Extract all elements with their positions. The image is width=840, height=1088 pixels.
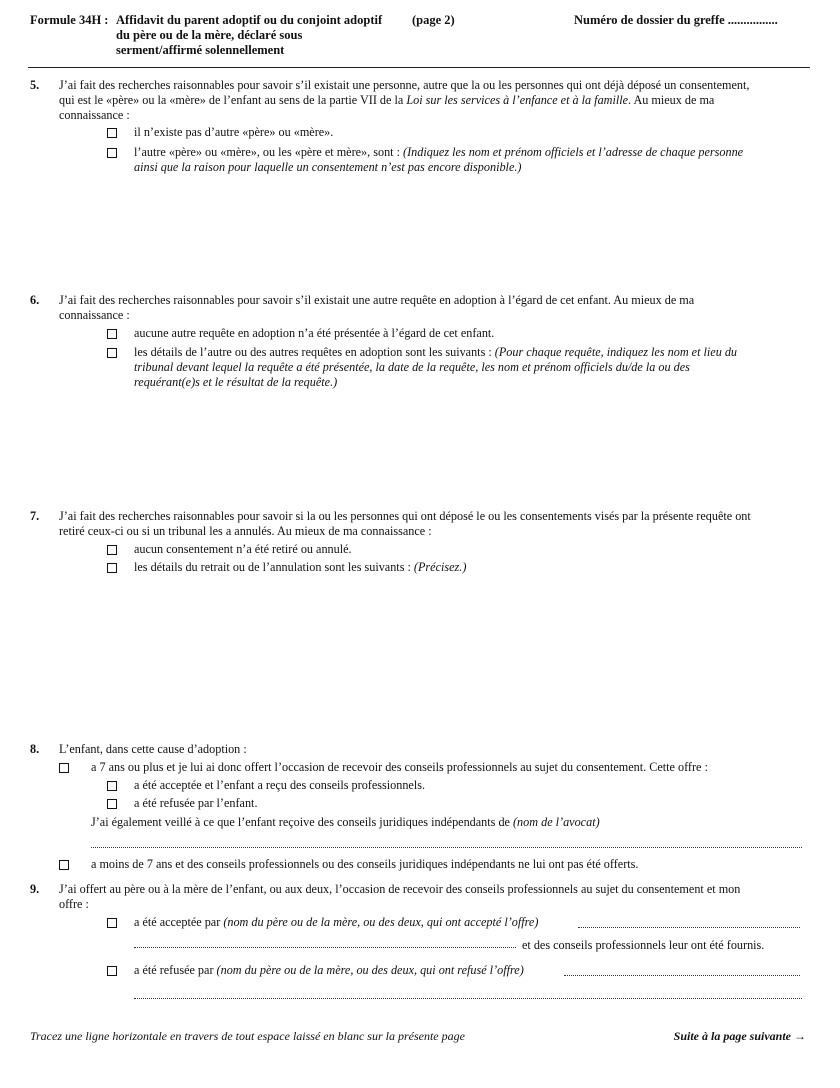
section-5-line1: J’ai fait des recherches raisonnables pour savoir s’il existait une personne, autre que la ou les personnes qui ont déjà déposé un consentement, <box>59 78 750 92</box>
footer-continue: Suite à la page suivante → <box>673 1029 806 1043</box>
s6-option2-line2: tribunal devant lequel la requête a été présentée, la date de la requête, les nom et prénom officiels du/de la ou des <box>134 360 690 374</box>
s7-option1: aucun consentement n’a été retiré ou annulé. <box>134 542 352 556</box>
checkbox-s7-withdrawal-details[interactable] <box>107 563 117 573</box>
checkbox-s9-refused[interactable] <box>107 966 117 976</box>
s6-option2-instruction: (Pour chaque requête, indiquez les nom et lieu du <box>494 345 738 359</box>
s9-option1-instruction: (nom du père ou de la mère, ou des deux, qui ont accepté l’offre) <box>223 915 539 929</box>
section-8-line1: L’enfant, dans cette cause d’adoption : <box>59 742 247 756</box>
checkbox-s8-under-7[interactable] <box>59 860 69 870</box>
section-8-number: 8. <box>30 742 40 756</box>
section-5-number: 5. <box>30 78 40 92</box>
s8-lawyer-text: J’ai également veillé à ce que l’enfant reçoive des conseils juridiques indépendants de <box>91 815 513 829</box>
refused-names-line1[interactable] <box>564 975 800 976</box>
section-9-line2: offre : <box>59 897 89 911</box>
s5-option2-instruction: (Indiquez les nom et prénom officiels et l’adresse de chaque personne <box>403 145 744 159</box>
s6-option1: aucune autre requête en adoption n’a été présentée à l’égard de cet enfant. <box>134 326 495 340</box>
checkbox-s6-no-other-application[interactable] <box>107 329 117 339</box>
s7-option2-instruction: (Précisez.) <box>413 560 467 574</box>
checkbox-s7-no-withdrawal[interactable] <box>107 545 117 555</box>
form-title-line2: du père ou de la mère, déclaré sous <box>116 28 303 42</box>
refused-names-line2[interactable] <box>134 998 802 999</box>
section-7-line1: J’ai fait des recherches raisonnables pour savoir si la ou les personnes qui ont déposé le ou les consentements visés par la présente requête ont <box>59 509 751 523</box>
s8-lawyer-line <box>91 815 600 830</box>
s8-option-b: a moins de 7 ans et des conseils professionnels ou des conseils juridiques indépendants ne lui ont pas été offerts. <box>91 857 639 871</box>
header-rule <box>28 67 810 68</box>
checkbox-s8-refused[interactable] <box>107 799 117 809</box>
s8-lawyer-instruction: (nom de l’avocat) <box>513 815 600 829</box>
section-9-number: 9. <box>30 882 40 896</box>
form-title-line1: Affidavit du parent adoptif ou du conjoint adoptif <box>116 13 383 27</box>
s6-option2-line3: requérant(e)s et le résultat de la requête.) <box>134 375 338 389</box>
section-7-line2: retiré ceux-ci ou si un tribunal les a annulés. Au mieux de ma connaissance : <box>59 524 432 538</box>
section-7-number: 7. <box>30 509 40 523</box>
section-6-line2: connaissance : <box>59 308 130 322</box>
act-name: Loi sur les services à l’enfance et à la famille <box>406 93 629 107</box>
section-9-line1: J’ai offert au père ou à la mère de l’enfant, ou aux deux, l’occasion de recevoir des conseils professionnels au sujet du consentement et mon <box>59 882 741 896</box>
s5-option2-text: l’autre «père» ou «mère», ou les «père et mère», sont : <box>134 145 404 159</box>
form-title-line3: serment/affirmé solennellement <box>116 43 285 57</box>
s5-option1: il n’existe pas d’autre «père» ou «mère». <box>134 125 334 139</box>
checkbox-s5-other-parent[interactable] <box>107 148 117 158</box>
footer-instruction: Tracez une ligne horizontale en travers de tout espace laissé en blanc sur la présente page <box>30 1029 465 1043</box>
s7-option2 <box>134 560 466 575</box>
checkbox-s9-accepted[interactable] <box>107 918 117 928</box>
s9-option2-instruction: (nom du père ou de la mère, ou des deux, qui ont refusé l’offre) <box>216 963 524 977</box>
accepted-names-line2[interactable] <box>134 947 516 948</box>
s5-option2-line1 <box>134 145 743 160</box>
s9-option2-line1 <box>134 963 524 978</box>
checkbox-s6-other-applications[interactable] <box>107 348 117 358</box>
s8-option-a2: a été refusée par l’enfant. <box>134 796 258 810</box>
section-5-line2-end: . Au mieux de ma <box>628 93 715 107</box>
checkbox-s8-accepted[interactable] <box>107 781 117 791</box>
section-6-line1: J’ai fait des recherches raisonnables pour savoir s’il existait une autre requête en adoption à l’égard de cet enfant. Au mieux de ma <box>59 293 695 307</box>
s7-option2-text: les détails du retrait ou de l’annulation sont les suivants : <box>134 560 414 574</box>
file-number-label: Numéro de dossier du greffe ................ <box>574 13 778 27</box>
s9-option2-text: a été refusée par <box>134 963 217 977</box>
section-5-line2-text: qui est le «père» ou la «mère» de l’enfant au sens de la partie VII de la <box>59 93 407 107</box>
checkbox-s8-over-7[interactable] <box>59 763 69 773</box>
section-5-line3: connaissance : <box>59 108 130 122</box>
s9-option1-end: et des conseils professionnels leur ont été fournis. <box>522 938 765 952</box>
s8-option-a: a 7 ans ou plus et je lui ai donc offert l’occasion de recevoir des conseils professionnels au sujet du consentement. Cette offre : <box>91 760 708 774</box>
s9-option1-text: a été acceptée par <box>134 915 224 929</box>
s6-option2-line1 <box>134 345 737 360</box>
section-6-number: 6. <box>30 293 40 307</box>
s8-option-a1: a été acceptée et l’enfant a reçu des conseils professionnels. <box>134 778 426 792</box>
form-code: Formule 34H : <box>30 13 109 27</box>
s9-option1-line1 <box>134 915 538 930</box>
section-5-line2 <box>59 93 714 108</box>
s5-option2-line2: ainsi que la raison pour laquelle un consentement n’est pas encore disponible.) <box>134 160 522 174</box>
checkbox-s5-no-other-parent[interactable] <box>107 128 117 138</box>
s6-option2-text: les détails de l’autre ou des autres requêtes en adoption sont les suivants : <box>134 345 495 359</box>
lawyer-name-line[interactable] <box>91 847 802 848</box>
accepted-names-line1[interactable] <box>578 927 800 928</box>
page-label: (page 2) <box>412 13 455 27</box>
